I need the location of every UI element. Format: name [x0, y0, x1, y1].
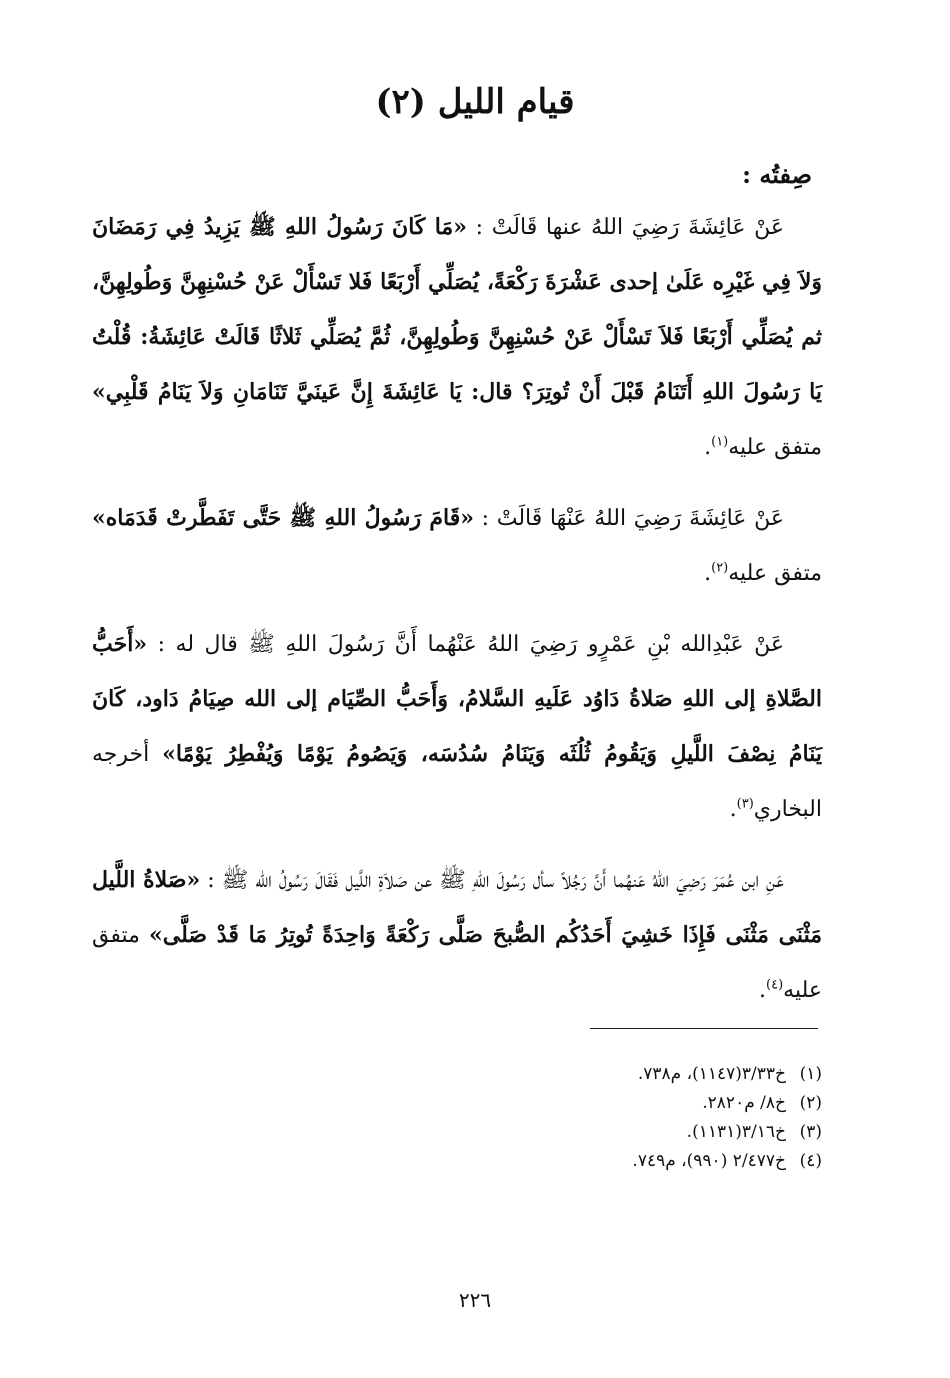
- hadith-source: أخرجه البخاري: [92, 742, 822, 822]
- hadith-quote: «صَلاةُ اللَّيل مَثْنَى مَثْنَى فَإِذَا خَشِيَ أَحَدُكُم الصُّبحَ صَلَّى رَكْعَةً وَاحِدَةً تُوتِرُ مَا قَدْ صَلَّى»: [92, 867, 822, 948]
- hadith-source: متفق عليه: [728, 561, 822, 586]
- hadith-quote: «قَامَ رَسُولُ اللهِ ﷺ حَتَّى تَفَطَّرتْ قَدَمَاه»: [92, 505, 474, 531]
- hadith-intro: عَنِ ابن عُمَرَ رَضِيَ اللهُ عَنهُما أَنَّ رَجُلاً سأل رَسُولَ اللهِ ﷺ عن صَلاَةِ اللَّيل فَقَالَ رَسُولُ الله ﷺ :: [200, 868, 784, 893]
- hadith-intro: عَنْ عَبْدِالله بْنِ عَمْرٍو رَضِيَ اللهُ عَنْهُما أَنَّ رَسُولَ اللهِ ﷺ قال له :: [147, 632, 784, 657]
- footnote-text: خ٨/ م٢٨٢٠.: [702, 1093, 786, 1113]
- footnote-ref: (٣): [736, 796, 754, 812]
- footnote-item: [322, 1089, 822, 1118]
- footnote-text: خ٣/٣٣(١١٤٧)، م٧٣٨.: [637, 1064, 786, 1084]
- main-text: [92, 150, 822, 1034]
- hadith-paragraph-2: عَنْ عَائِشَةَ رَضِيَ اللهُ عَنْهَا قَالَتْ : «قَامَ رَسُولُ اللهِ ﷺ حَتَّى تَفَطَّرتْ قَدَمَاه» متفق عليه$^{(٢)}$.: [92, 505, 822, 586]
- footnote-ref: (٢): [711, 560, 729, 576]
- footnote-number: (١): [799, 1064, 822, 1084]
- footnote-number: (٣): [799, 1122, 822, 1142]
- page-number: ٢٢٦: [458, 1288, 492, 1312]
- footnotes: [322, 1060, 822, 1176]
- hadith-intro: عَنْ عَائِشَةَ رَضِيَ اللهُ عَنْهَا قَالَتْ :: [474, 506, 784, 531]
- hadith-paragraph-1: عَنْ عَائِشَةَ رَضِيَ اللهُ عنها قَالَتْ : «مَا كَانَ رَسُولُ اللهِ ﷺ يَزِيدُ فِي رَمَضَانَ وَلاَ فِي غَيْرِه عَلَىٰ إحدى عَشْرَةَ رَكْعَةً، يُصَلِّي أَرْبَعًا فَلا تَسْأَلْ عَنْ حُسْنِهِنَّ وَطُولِهِنَّ، ثم يُصَلِّي أَرْبَعًا فَلاَ تَسْأَلْ عَنْ حُسْنِهِنَّ وَطُولِهِنَّ، ثُمَّ يُصَلِّي ثَلاثًا قَالَتْ عَائِشَةُ: قُلْتُ يَا رَسُولَ اللهِ أَتَنَامُ قَبْلَ أَنْ تُوتِرَ؟ قال: يَا عَائِشَةَ إِنَّ عَينَيَّ تَنَامَانِ وَلاَ يَنَامُ قَلْبِي» متفق عليه$^{(١)}$.: [92, 214, 823, 460]
- hadith-quote: «أَحَبُّ الصَّلاةِ إلى اللهِ صَلاةُ دَاوُد عَلَيهِ السَّلامُ، وَأَحَبُّ الصِّيَام إلى الله صِيَامُ دَاود، كَانَ يَنَامُ نِصْفَ اللَّيلِ وَيَقُومُ ثُلُثَه وَيَنَامُ سُدُسَه، وَيَصُومُ يَوْمًا وَيُفْطِرُ يَوْمًا»: [92, 631, 822, 767]
- footnote-item: [322, 1060, 822, 1089]
- hadith-quote: «مَا كَانَ رَسُولُ اللهِ ﷺ يَزِيدُ فِي رَمَضَانَ وَلاَ فِي غَيْرِه عَلَىٰ إحدى عَشْرَةَ رَكْعَةً، يُصَلِّي أَرْبَعًا فَلا تَسْأَلْ عَنْ حُسْنِهِنَّ وَطُولِهِنَّ، ثم يُصَلِّي أَرْبَعًا فَلاَ تَسْأَلْ عَنْ حُسْنِهِنَّ وَطُولِهِنَّ، ثُمَّ يُصَلِّي ثَلاثًا قَالَتْ عَائِشَةُ: قُلْتُ يَا رَسُولَ اللهِ أَتَنَامُ قَبْلَ أَنْ تُوتِرَ؟ قال: يَا عَائِشَةَ إِنَّ عَينَيَّ تَنَامَانِ وَلاَ يَنَامُ قَلْبِي»: [92, 214, 823, 405]
- footnote-ref: (١): [711, 434, 729, 450]
- footnote-number: (٢): [799, 1093, 822, 1113]
- section-heading: صِفتُه :: [742, 160, 812, 189]
- footnote-text: خ٣/١٦(١١٣١).: [686, 1122, 786, 1142]
- footnote-separator: [590, 1028, 818, 1029]
- page-title: قيام الليل (٢): [375, 82, 575, 122]
- hadith-source: متفق عليه: [728, 435, 822, 460]
- hadith-source: متفق عليه: [92, 923, 822, 1003]
- footnote-ref: (٤): [766, 977, 784, 993]
- footnote-number: (٤): [799, 1151, 822, 1171]
- footnote-item: [322, 1118, 822, 1147]
- hadith-paragraph-4: عَنِ ابن عُمَرَ رَضِيَ اللهُ عَنهُما أَنَّ رَجُلاً سأل رَسُولَ اللهِ ﷺ عن صَلاَةِ اللَّيل فَقَالَ رَسُولُ الله ﷺ : «صَلاةُ اللَّيل مَثْنَى مَثْنَى فَإِذَا خَشِيَ أَحَدُكُم الصُّبحَ صَلَّى رَكْعَةً وَاحِدَةً تُوتِرُ مَا قَدْ صَلَّى» متفق عليه$^{(٤)}$.: [92, 867, 822, 1003]
- footnote-item: [322, 1147, 822, 1176]
- hadith-paragraph-3: عَنْ عَبْدِالله بْنِ عَمْرٍو رَضِيَ اللهُ عَنْهُما أَنَّ رَسُولَ اللهِ ﷺ قال له : «أَحَبُّ الصَّلاةِ إلى اللهِ صَلاةُ دَاوُد عَلَيهِ السَّلامُ، وَأَحَبُّ الصِّيَام إلى الله صِيَامُ دَاود، كَانَ يَنَامُ نِصْفَ اللَّيلِ وَيَقُومُ ثُلُثَه وَيَنَامُ سُدُسَه، وَيَصُومُ يَوْمًا وَيُفْطِرُ يَوْمًا» أخرجه البخاري$^{(٣)}$.: [92, 631, 822, 822]
- footnote-text: خ٢/٤٧٧ (٩٩٠)، م٧٤٩.: [632, 1151, 786, 1171]
- hadith-intro: عَنْ عَائِشَةَ رَضِيَ اللهُ عنها قَالَتْ :: [466, 215, 784, 240]
